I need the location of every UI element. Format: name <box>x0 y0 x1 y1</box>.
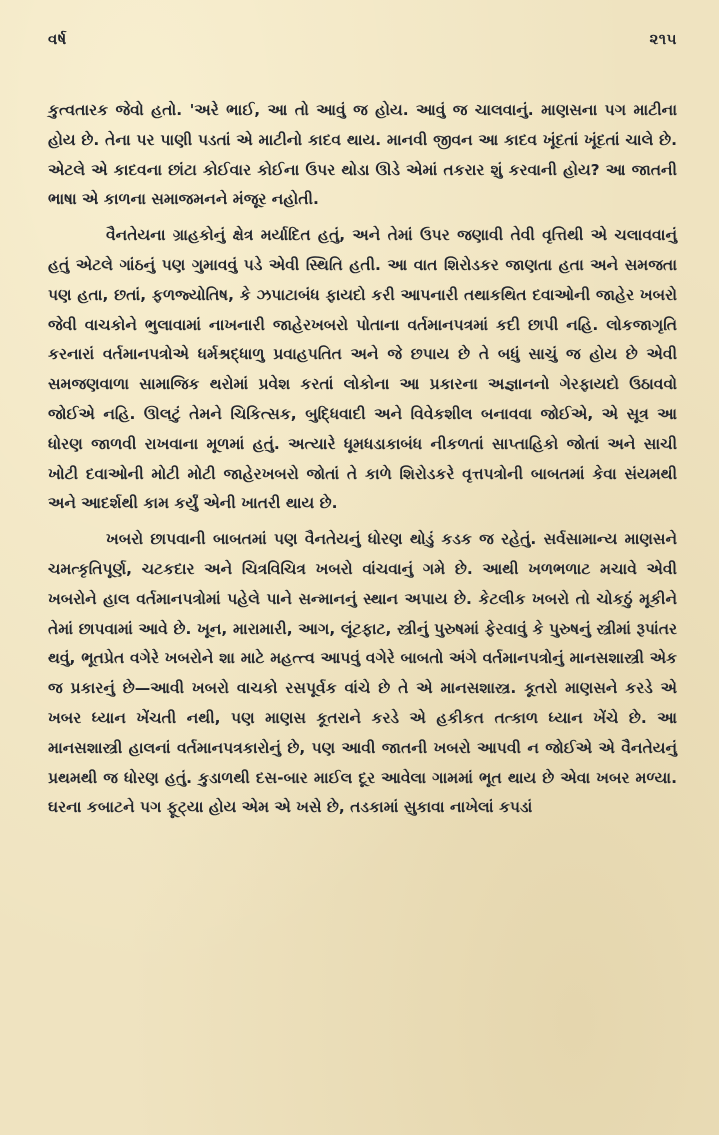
paragraph: વૈનતેયના ગ્રાહકોનું ક્ષેત્ર મર્યાદિત હતું, અને તેમાં ઉપર જણાવી તેવી વૃત્તિથી એ ચલાવવાનું હતું એટલે ગાંઠનું પણ ગુમાવવું પડે એવી સ્થિતિ હતી. આ વાત શિરોડકર જાણતા હતા અને સમજતા પણ હતા, છતાં, ફળજ્યોતિષ, કે ઝપાટાબંધ ફાયદો કરી આપનારી તથાકથિત દવાઓની જાહેર ખબરો જેવી વાચકોને ભુલાવામાં નાખનારી જાહેરખબરો પોતાના વર્તમાનપત્રમાં કદી છાપી નહિ. લોકજાગૃતિ કરનારાં વર્તમાનપત્રોએ ધર્મશ્રદ્ધાળુ પ્રવાહપતિત અને જે છપાય છે તે બધું સાચું જ હોય છે એવી સમજણવાળા સામાજિક થરોમાં પ્રવેશ કરતાં લોકોના આ પ્રકારના અજ્ઞાનનો ગેરફાયદો ઉઠાવવો જોઈએ નહિ. ઊલટું તેમને ચિકિત્સક, બુદ્ધિવાદી અને વિવેકશીલ બનાવવા જોઈએ, એ સૂત્ર આ ધોરણ જાળવી રાખવાના મૂળમાં હતું. અત્યારે ધૂમધડાકાબંધ નીકળતાં સાપ્તાહિકો જોતાં અને સાચી ખોટી દવાઓની મોટી મોટી જાહેરખબરો જોતાં તે કાળે શિરોડકરે વૃત્તપત્રોની બાબતમાં કેવા સંયમથી અને આદર્શથી કામ કર્યું એની ખાતરી થાય છે. <box>48 226 677 513</box>
page-number: ૨૧૫ <box>649 30 677 48</box>
paragraph-continuation: કુત્વતારક જેવો હતો. 'અરે ભાઈ, આ તો આવું જ હોય. આવું જ ચાલવાનું. માણસના પગ માટીના હોય છે. તેના પર પાણી પડતાં એ માટીનો કાદવ થાય. માનવી જીવન આ કાદવ ખૂંદતાં ખૂંદતાં ચાલે છે. એટલે એ કાદવના છાંટા કોઈવાર કોઈના ઉપર થોડા ઊડે એમાં તકરાર શું કરવાની હોય? આ જાતની ભાષા એ કાળના સમાજમનને મંજૂર નહોતી. <box>48 101 677 209</box>
running-head-left: વર્ષ <box>48 30 67 48</box>
running-head <box>48 30 677 60</box>
paragraph: ખબરો છાપવાની બાબતમાં પણ વૈનતેયનું ધોરણ થોડું કડક જ રહેતું. સર્વસામાન્ય માણસને ચમત્કૃતિપૂર્ણ, ચટકદાર અને ચિત્રવિચિત્ર ખબરો વાંચવાનું ગમે છે. આથી ખળભળાટ મચાવે એવી ખબરોને હાલ વર્તમાનપત્રોમાં પહેલે પાને સન્માનનું સ્થાન અપાય છે. કેટલીક ખબરો તો ચોકઠું મૂકીને તેમાં છાપવામાં આવે છે. ખૂન, મારામારી, આગ, લૂંટફાટ, સ્ત્રીનું પુરુષમાં ફેરવાવું કે પુરુષનું સ્ત્રીમાં રૂપાંતર થવું, ભૂતપ્રેત વગેરે ખબરોને શા માટે મહત્ત્વ આપવું વગેરે બાબતો અંગે વર્તમાનપત્રોનું માનસશાસ્ત્રી એક જ પ્રકારનું છે—આવી ખબરો વાચકો રસપૂર્વક વાંચે છે તે એ માનસશાસ્ત્ર. કૂતરો માણસને કરડે એ ખબર ધ્યાન ખેંચતી નથી, પણ માણસ કૂતરાને કરડે એ હકીકત તત્કાળ ધ્યાન ખેંચે છે. આ માનસશાસ્ત્રી હાલનાં વર્તમાનપત્રકારોનું છે, પણ આવી જાતની ખબરો આપવી ન જોઈએ એ વૈનતેયનું પ્રથમથી જ ધોરણ હતું. કુડાળથી દસ-બાર માઈલ દૂર આવેલા ગામમાં ભૂત થાય છે એવા ખબર મળ્યા. ઘરના કબાટને પગ ફૂટ્યા હોય એમ એ ખસે છે, તડકામાં સુકાવા નાખેલાં કપડાં <box>48 530 677 817</box>
body-text <box>48 96 677 829</box>
